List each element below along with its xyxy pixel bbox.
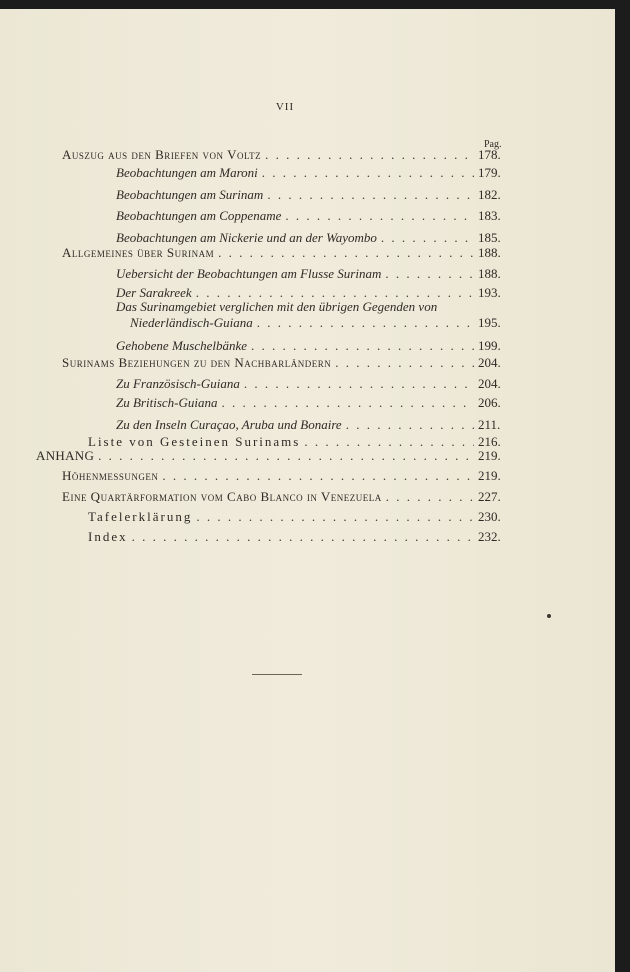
toc-entry (62, 245, 512, 265)
toc-entry-title: Liste von Gesteinen Surinams (88, 434, 301, 449)
toc-entry-title-line1: Das Surinamgebiet verglichen mit den übrigen Gegenden von (116, 299, 438, 314)
leader-dots (267, 187, 474, 203)
toc-entry-page: 199. (478, 338, 501, 353)
leader-dots (385, 266, 474, 282)
toc-entry (88, 509, 512, 529)
leader-dots (132, 529, 474, 545)
toc-entry-title: Der Sarakreek (116, 285, 192, 300)
toc-entry-title: Allgemeines über Surinam (62, 245, 215, 260)
leader-dots (251, 338, 474, 354)
toc-entry-page: 227. (478, 489, 501, 504)
toc-entry-page: 188. (478, 266, 501, 281)
toc-entry-page: 188. (478, 245, 501, 260)
toc-entry-page: 216. (478, 434, 501, 449)
toc-entry-title: Beobachtungen am Coppename (116, 208, 282, 223)
toc-entry-title: ANHANG (36, 448, 95, 463)
toc-entry-page: 206. (478, 395, 501, 410)
toc-entry (116, 165, 512, 185)
scan-border-top (0, 0, 630, 9)
leader-dots (196, 509, 474, 525)
toc-entry (62, 355, 512, 375)
toc-entry-page: 183. (478, 208, 501, 223)
toc-entry-title: Surinams Beziehungen zu den Nachbarländern (62, 355, 332, 370)
leader-dots (285, 208, 474, 224)
leader-dots (162, 468, 474, 484)
toc-entry-title: Gehobene Muschelbänke (116, 338, 248, 353)
leader-dots (381, 230, 474, 246)
toc-entry (62, 147, 512, 167)
toc-entry (88, 529, 512, 549)
toc-entry-page: 182. (478, 187, 501, 202)
toc-entry-page: 178. (478, 147, 501, 162)
page-folio: VII (275, 101, 295, 113)
scan-border-right (615, 0, 630, 972)
leader-dots (218, 245, 474, 261)
toc-entry-page: 204. (478, 376, 501, 391)
toc-entry (116, 187, 512, 207)
toc-entry-page: 219. (478, 448, 501, 463)
toc-entry-page: 232. (478, 529, 501, 544)
leader-dots (265, 147, 474, 163)
leader-dots (98, 448, 474, 464)
toc-entry-page: 230. (478, 509, 501, 524)
toc-entry (116, 208, 512, 228)
leader-dots (335, 355, 474, 371)
toc-entry-title-line2: Niederländisch-Guiana (130, 315, 253, 330)
toc-entry-title: Beobachtungen am Surinam (116, 187, 264, 202)
toc-entry-page: 211. (478, 417, 501, 432)
toc-entry (62, 468, 512, 488)
ink-speck (547, 614, 551, 618)
toc-entry-page: 219. (478, 468, 501, 483)
toc-entry-title: Zu den Inseln Curaçao, Aruba und Bonaire (116, 417, 342, 432)
toc-entry-title: Beobachtungen am Nickerie und an der Wayombo (116, 230, 377, 245)
toc-entry-title: Tafelerklärung (88, 509, 193, 524)
toc-entry (36, 448, 512, 468)
toc-entry (116, 266, 512, 286)
leader-dots (244, 376, 474, 392)
toc-entry-title: Index (88, 529, 128, 544)
leader-dots (262, 165, 474, 181)
leader-dots (346, 417, 474, 433)
leader-dots (257, 315, 474, 331)
toc-entry-title: Zu Britisch-Guiana (116, 395, 218, 410)
leader-dots (221, 395, 474, 411)
leader-dots (386, 489, 474, 505)
toc-entry-title: Auszug aus den Briefen von Voltz (62, 147, 262, 162)
toc-entry-page: 193. (478, 285, 501, 300)
toc-entry-page: 204. (478, 355, 501, 370)
toc-entry-title: Höhenmessungen (62, 468, 159, 483)
toc-entry (116, 395, 512, 415)
toc-entry-page: 185. (478, 230, 501, 245)
book-page (0, 9, 615, 972)
toc-entry-title: Beobachtungen am Maroni (116, 165, 258, 180)
toc-entry (116, 376, 512, 396)
toc-entry-title: Uebersicht der Beobachtungen am Flusse Surinam (116, 266, 382, 281)
toc-entry (130, 315, 512, 335)
page-column-header: Pag. (484, 139, 502, 150)
toc-entry-title: Eine Quartärformation vom Cabo Blanco in Venezuela (62, 489, 382, 504)
section-rule (252, 674, 302, 675)
toc-entry-page: 195. (478, 315, 501, 330)
toc-entry-title: Zu Französisch-Guiana (116, 376, 240, 391)
toc-entry (62, 489, 512, 509)
toc-entry-page: 179. (478, 165, 501, 180)
